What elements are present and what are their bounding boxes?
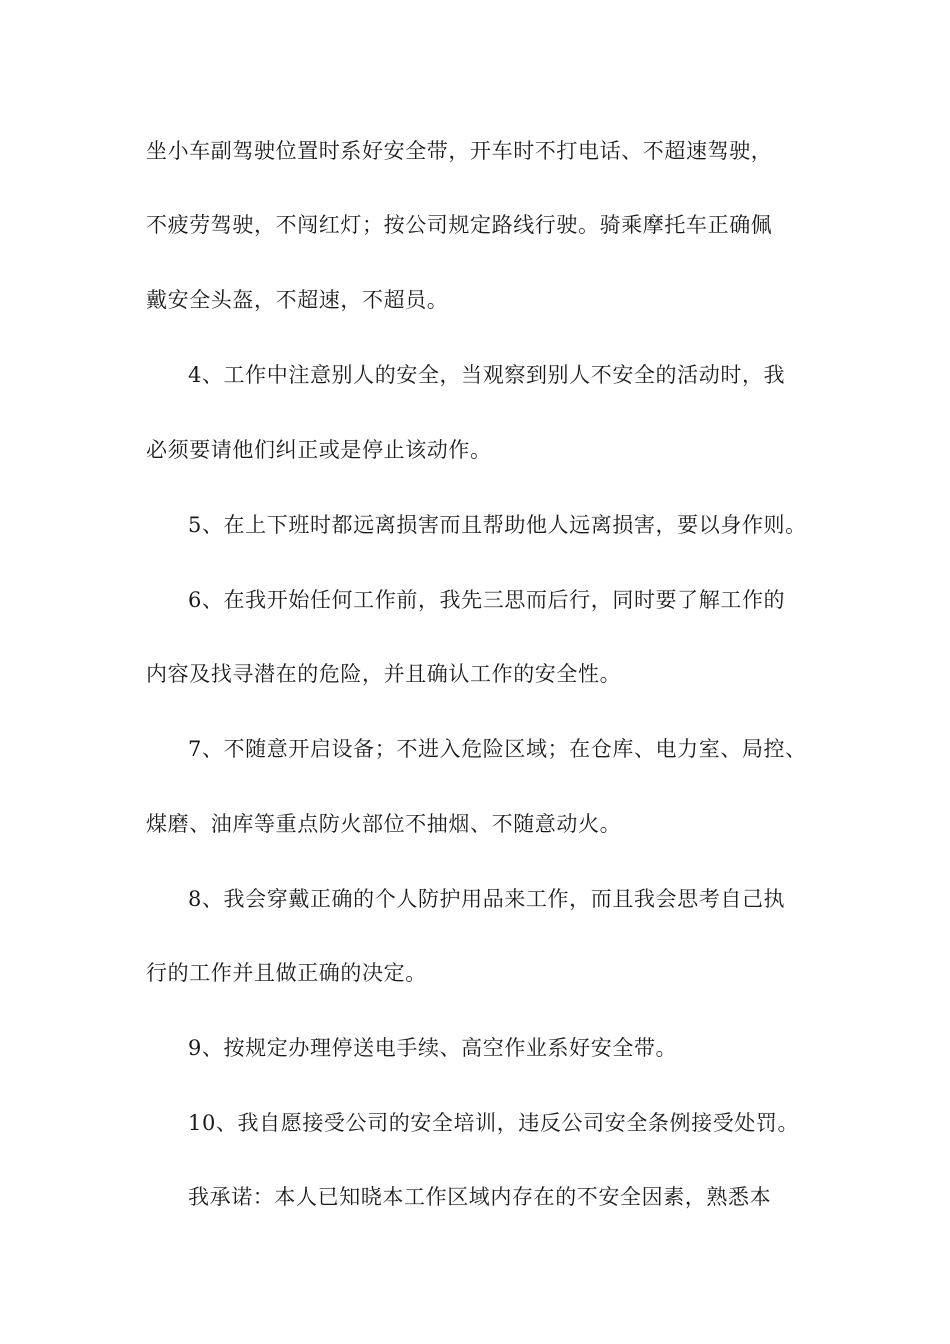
text-line-14: 10、我自愿接受公司的安全培训，违反公司安全条例接受处罚。 xyxy=(188,1111,800,1135)
text-line-3: 戴安全头盔，不超速，不超员。 xyxy=(146,288,449,312)
text-line-9: 7、不随意开启设备；不进入危险区域；在仓库、电力室、局控、 xyxy=(188,737,807,761)
text-line-15: 我承诺：本人已知晓本工作区域内存在的不安全因素，熟悉本 xyxy=(188,1185,772,1209)
text-line-13: 9、按规定办理停送电手续、高空作业系好安全带。 xyxy=(188,1036,678,1060)
text-line-8: 内容及找寻潜在的危险，并且确认工作的安全性。 xyxy=(146,662,622,686)
text-line-1: 坐小车副驾驶位置时系好安全带，开车时不打电话、不超速驾驶， xyxy=(146,139,773,163)
text-line-4: 4、工作中注意别人的安全，当观察到别人不安全的活动时，我 xyxy=(188,363,786,387)
text-line-2: 不疲劳驾驶，不闯红灯；按公司规定路线行驶。骑乘摩托车正确佩 xyxy=(146,213,773,237)
text-line-7: 6、在我开始任何工作前，我先三思而后行，同时要了解工作的 xyxy=(188,588,786,612)
text-line-5: 必须要请他们纠正或是停止该动作。 xyxy=(146,438,492,462)
text-line-6: 5、在上下班时都远离损害而且帮助他人远离损害，要以身作则。 xyxy=(188,513,807,537)
text-line-11: 8、我会穿戴正确的个人防护用品来工作，而且我会思考自己执 xyxy=(188,887,786,911)
text-line-12: 行的工作并且做正确的决定。 xyxy=(146,961,427,985)
text-line-10: 煤磨、油库等重点防火部位不抽烟、不随意动火。 xyxy=(146,812,622,836)
